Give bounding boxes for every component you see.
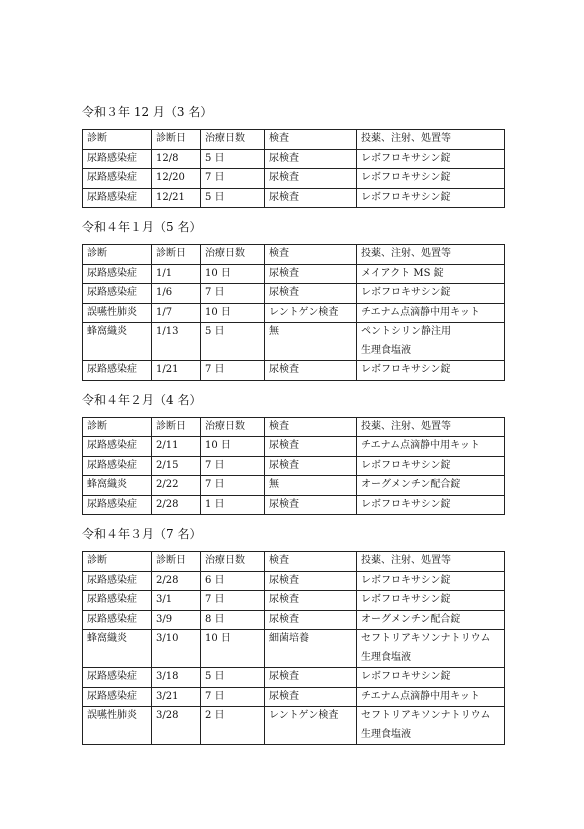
- diagnosis-cell: 尿路感染症: [83, 188, 152, 208]
- test-cell: 無: [265, 476, 357, 496]
- test-cell: 尿検査: [265, 456, 357, 476]
- diagnosis-date-cell: 3/18: [152, 668, 201, 688]
- column-header: 治療日数: [201, 130, 265, 150]
- table-row: [83, 303, 505, 323]
- medication-cell: レボフロキサシン錠: [357, 456, 505, 476]
- treatment-days-cell: 7 日: [201, 591, 265, 611]
- test-cell: 無: [265, 323, 357, 361]
- diagnosis-cell: 蜂窩織炎: [83, 630, 152, 668]
- diagnosis-cell: 尿路感染症: [83, 169, 152, 189]
- table-row: [83, 610, 505, 630]
- column-header: 検査: [265, 552, 357, 572]
- test-cell: 尿検査: [265, 610, 357, 630]
- medication-cell: メイアクト MS 錠: [357, 264, 505, 284]
- table-row: [83, 495, 505, 515]
- table-row: [83, 149, 505, 169]
- table-row: [83, 437, 505, 457]
- test-cell: 尿検査: [265, 571, 357, 591]
- section-title: 令和４年２月（4 名）: [82, 392, 202, 407]
- treatment-days-cell: 5 日: [201, 188, 265, 208]
- test-cell: 尿検査: [265, 361, 357, 381]
- medication-cell: レボフロキサシン錠: [357, 149, 505, 169]
- diagnosis-cell: 尿路感染症: [83, 284, 152, 304]
- table-row: [83, 668, 505, 688]
- column-header: 検査: [265, 417, 357, 437]
- diagnosis-cell: 尿路感染症: [83, 361, 152, 381]
- medication-cell: チエナム点滴静中用キット: [357, 437, 505, 457]
- treatment-days-cell: 10 日: [201, 437, 265, 457]
- diagnosis-date-cell: 12/20: [152, 169, 201, 189]
- diagnosis-date-cell: 1/7: [152, 303, 201, 323]
- test-cell: 尿検査: [265, 284, 357, 304]
- treatment-table: [82, 129, 505, 208]
- test-cell: 尿検査: [265, 495, 357, 515]
- medication-cell: チエナム点滴静中用キット: [357, 303, 505, 323]
- table-row: [83, 361, 505, 381]
- diagnosis-cell: 尿路感染症: [83, 668, 152, 688]
- table-row: [83, 323, 505, 361]
- medication-cell: レボフロキサシン錠: [357, 169, 505, 189]
- treatment-days-cell: 5 日: [201, 149, 265, 169]
- diagnosis-date-cell: 3/10: [152, 630, 201, 668]
- treatment-days-cell: 7 日: [201, 361, 265, 381]
- column-header: 診断日: [152, 417, 201, 437]
- medication-cell: レボフロキサシン錠: [357, 361, 505, 381]
- test-cell: 尿検査: [265, 169, 357, 189]
- medication-cell: レボフロキサシン錠: [357, 188, 505, 208]
- table-header-row: [83, 417, 505, 437]
- diagnosis-date-cell: 2/15: [152, 456, 201, 476]
- treatment-table: [82, 551, 505, 745]
- treatment-days-cell: 6 日: [201, 571, 265, 591]
- diagnosis-date-cell: 3/9: [152, 610, 201, 630]
- test-cell: レントゲン検査: [265, 707, 357, 745]
- treatment-days-cell: 8 日: [201, 610, 265, 630]
- diagnosis-cell: 尿路感染症: [83, 149, 152, 169]
- table-row: [83, 456, 505, 476]
- diagnosis-date-cell: 2/28: [152, 571, 201, 591]
- treatment-days-cell: 7 日: [201, 169, 265, 189]
- column-header: 検査: [265, 130, 357, 150]
- section-title: 令和４年３月（7 名）: [82, 527, 202, 541]
- column-header: 診断: [83, 417, 152, 437]
- medication-cell: レボフロキサシン錠: [357, 668, 505, 688]
- diagnosis-cell: 誤嚥性肺炎: [83, 707, 152, 745]
- treatment-days-cell: 10 日: [201, 630, 265, 668]
- table-row: [83, 169, 505, 189]
- table-row: [83, 571, 505, 591]
- diagnosis-cell: 誤嚥性肺炎: [83, 303, 152, 323]
- medication-cell: オーグメンチン配合錠: [357, 476, 505, 496]
- diagnosis-cell: 蜂窩織炎: [83, 476, 152, 496]
- diagnosis-cell: 蜂窩織炎: [83, 323, 152, 361]
- diagnosis-date-cell: 12/21: [152, 188, 201, 208]
- column-header: 治療日数: [201, 417, 265, 437]
- medication-cell: レボフロキサシン錠: [357, 284, 505, 304]
- diagnosis-date-cell: 2/11: [152, 437, 201, 457]
- medication-cell: レボフロキサシン錠: [357, 591, 505, 611]
- treatment-days-cell: 7 日: [201, 284, 265, 304]
- test-cell: 細菌培養: [265, 630, 357, 668]
- column-header: 検査: [265, 245, 357, 265]
- diagnosis-date-cell: 2/22: [152, 476, 201, 496]
- treatment-days-cell: 1 日: [201, 495, 265, 515]
- test-cell: 尿検査: [265, 149, 357, 169]
- treatment-days-cell: 5 日: [201, 668, 265, 688]
- diagnosis-date-cell: 1/13: [152, 323, 201, 361]
- treatment-days-cell: 7 日: [201, 687, 265, 707]
- test-cell: 尿検査: [265, 437, 357, 457]
- treatment-days-cell: 7 日: [201, 476, 265, 496]
- treatment-days-cell: 7 日: [201, 456, 265, 476]
- column-header: 投薬、注射、処置等: [357, 417, 505, 437]
- column-header: 投薬、注射、処置等: [357, 245, 505, 265]
- column-header: 治療日数: [201, 552, 265, 572]
- treatment-days-cell: 2 日: [201, 707, 265, 745]
- diagnosis-date-cell: 3/28: [152, 707, 201, 745]
- test-cell: 尿検査: [265, 264, 357, 284]
- table-header-row: [83, 130, 505, 150]
- table-row: [83, 476, 505, 496]
- table-row: [83, 188, 505, 208]
- treatment-days-cell: 10 日: [201, 303, 265, 323]
- diagnosis-date-cell: 1/6: [152, 284, 201, 304]
- treatment-days-cell: 10 日: [201, 264, 265, 284]
- column-header: 投薬、注射、処置等: [357, 130, 505, 150]
- table-row: [83, 707, 505, 745]
- section-title: 令和４年１月（5 名）: [82, 220, 202, 234]
- diagnosis-date-cell: 3/1: [152, 591, 201, 611]
- medication-cell: チエナム点滴静中用キット: [357, 687, 505, 707]
- column-header: 診断: [83, 130, 152, 150]
- diagnosis-date-cell: 1/21: [152, 361, 201, 381]
- diagnosis-cell: 尿路感染症: [83, 687, 152, 707]
- document-body: [82, 105, 504, 757]
- diagnosis-cell: 尿路感染症: [83, 495, 152, 515]
- column-header: 診断: [83, 245, 152, 265]
- table-row: [83, 284, 505, 304]
- column-header: 診断: [83, 552, 152, 572]
- medication-cell: ペントシリン静注用 生理食塩液: [357, 323, 505, 361]
- treatment-table: [82, 417, 505, 516]
- table-header-row: [83, 552, 505, 572]
- column-header: 治療日数: [201, 245, 265, 265]
- diagnosis-cell: 尿路感染症: [83, 264, 152, 284]
- column-header: 診断日: [152, 130, 201, 150]
- column-header: 診断日: [152, 552, 201, 572]
- test-cell: 尿検査: [265, 188, 357, 208]
- test-cell: 尿検査: [265, 687, 357, 707]
- test-cell: 尿検査: [265, 591, 357, 611]
- test-cell: レントゲン検査: [265, 303, 357, 323]
- diagnosis-cell: 尿路感染症: [83, 437, 152, 457]
- diagnosis-cell: 尿路感染症: [83, 456, 152, 476]
- medication-cell: レボフロキサシン錠: [357, 571, 505, 591]
- table-row: [83, 630, 505, 668]
- diagnosis-cell: 尿路感染症: [83, 591, 152, 611]
- diagnosis-date-cell: 12/8: [152, 149, 201, 169]
- column-header: 診断日: [152, 245, 201, 265]
- medication-cell: レボフロキサシン錠: [357, 495, 505, 515]
- medication-cell: セフトリアキソンナトリウム 生理食塩液: [357, 707, 505, 745]
- table-row: [83, 264, 505, 284]
- diagnosis-date-cell: 2/28: [152, 495, 201, 515]
- diagnosis-cell: 尿路感染症: [83, 610, 152, 630]
- table-header-row: [83, 245, 505, 265]
- diagnosis-date-cell: 1/1: [152, 264, 201, 284]
- table-row: [83, 591, 505, 611]
- test-cell: 尿検査: [265, 668, 357, 688]
- table-row: [83, 687, 505, 707]
- column-header: 投薬、注射、処置等: [357, 552, 505, 572]
- medication-cell: オーグメンチン配合錠: [357, 610, 505, 630]
- diagnosis-cell: 尿路感染症: [83, 571, 152, 591]
- treatment-table: [82, 244, 505, 381]
- diagnosis-date-cell: 3/21: [152, 687, 201, 707]
- medication-cell: セフトリアキソンナトリウム 生理食塩液: [357, 630, 505, 668]
- treatment-days-cell: 5 日: [201, 323, 265, 361]
- section-title: 令和３年 12 月（3 名）: [82, 105, 213, 119]
